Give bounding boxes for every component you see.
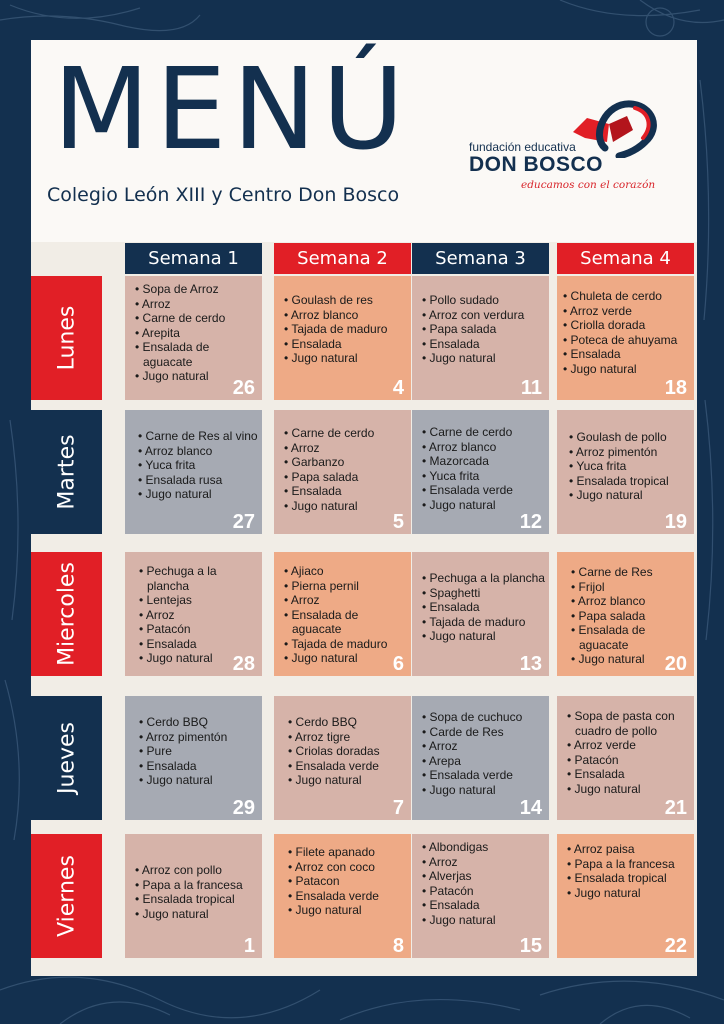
- dish-item: • Alverjas: [422, 869, 545, 884]
- dish-item: • Ensalada verde: [288, 759, 407, 774]
- dish-item: • Jugo natural: [138, 487, 258, 502]
- dish-item: • Arroz: [422, 739, 545, 754]
- dish-item: • Arroz blanco: [138, 444, 258, 459]
- dish-item: • Ensalada: [139, 637, 258, 652]
- dish-item: • Jugo natural: [569, 488, 690, 503]
- dish-item: • Ensalada tropical: [135, 892, 258, 907]
- date-number: 27: [232, 511, 255, 533]
- dish-item: • Ensalada rusa: [138, 473, 258, 488]
- date-number: 26: [232, 377, 255, 399]
- dish-item: • Ensalada: [422, 898, 545, 913]
- dish-list: [138, 429, 258, 502]
- dish-list: [571, 565, 690, 667]
- dish-item: • Papa salada: [422, 322, 545, 337]
- menu-cell-miercoles-s1: [125, 552, 262, 676]
- menu-cell-viernes-s4: [557, 834, 694, 958]
- dish-item: • Jugo natural: [288, 903, 407, 918]
- menu-cell-viernes-s2: [274, 834, 411, 958]
- dish-item: • Ajiaco: [284, 564, 407, 579]
- dish-item: • Arroz: [422, 855, 545, 870]
- menu-cell-lunes-s1: [125, 276, 262, 400]
- don-bosco-logo: [469, 98, 689, 198]
- dish-item: • Arroz pimentón: [139, 730, 258, 745]
- day-label: Martes: [54, 434, 79, 510]
- date-number: 1: [243, 935, 255, 957]
- week-2-header: Semana 2: [274, 243, 411, 274]
- dish-list: [422, 710, 545, 797]
- dish-item: • Ensalada verde: [422, 768, 545, 783]
- dish-item: • Jugo natural: [288, 773, 407, 788]
- dish-list: [422, 840, 545, 927]
- dish-item: • Arroz: [284, 593, 407, 608]
- dish-item: • Mazorcada: [422, 454, 545, 469]
- dish-item: • Papa a la francesa: [567, 857, 690, 872]
- day-tab-martes: [31, 410, 102, 534]
- dish-item: • Yuca frita: [422, 469, 545, 484]
- menu-cell-martes-s3: [412, 410, 549, 534]
- dish-item: • Pechuga a la plancha: [422, 571, 545, 586]
- dish-list: [284, 564, 407, 666]
- book-heart-icon: [569, 98, 664, 158]
- dish-item: • Jugo natural: [139, 773, 258, 788]
- dish-item: • Ensalada de aguacate: [284, 608, 407, 637]
- dish-item: • Spaghetti: [422, 586, 545, 601]
- week-3-header: Semana 3: [412, 243, 549, 274]
- dish-item: • Arroz tigre: [288, 730, 407, 745]
- date-number: 8: [392, 935, 404, 957]
- dish-item: • Arroz: [284, 441, 407, 456]
- dish-item: • Arroz verde: [567, 738, 690, 753]
- menu-cell-martes-s1: [125, 410, 262, 534]
- dish-item: • Jugo natural: [567, 886, 690, 901]
- dish-item: • Jugo natural: [139, 651, 258, 666]
- dish-item: • Carne de cerdo: [135, 311, 258, 326]
- dish-list: [139, 564, 258, 666]
- dish-item: • Arroz verde: [563, 304, 690, 319]
- dish-item: • Papa salada: [284, 470, 407, 485]
- dish-item: • Papa a la francesa: [135, 878, 258, 893]
- dish-item: • Sopa de Arroz: [135, 282, 258, 297]
- dish-item: • Chuleta de cerdo: [563, 289, 690, 304]
- dish-item: • Arroz blanco: [571, 594, 690, 609]
- date-number: 7: [392, 797, 404, 819]
- dish-item: • Jugo natural: [135, 907, 258, 922]
- dish-item: • Garbanzo: [284, 455, 407, 470]
- dish-item: • Ensalada: [422, 337, 545, 352]
- date-number: 5: [392, 511, 404, 533]
- menu-cell-viernes-s3: [412, 834, 549, 958]
- dish-item: • Pure: [139, 744, 258, 759]
- day-label: Jueves: [54, 722, 79, 794]
- week-1-header: Semana 1: [125, 243, 262, 274]
- date-number: 11: [520, 377, 542, 399]
- day-tab-jueves: [31, 696, 102, 820]
- dish-item: • Arroz paisa: [567, 842, 690, 857]
- page-title: MENÚ: [53, 45, 411, 175]
- dish-item: • Jugo natural: [422, 629, 545, 644]
- menu-cell-miercoles-s2: [274, 552, 411, 676]
- menu-cell-viernes-s1: [125, 834, 262, 958]
- dish-list: [422, 293, 545, 366]
- date-number: 29: [232, 797, 255, 819]
- dish-item: • Arroz: [139, 608, 258, 623]
- dish-item: • Arroz con pollo: [135, 863, 258, 878]
- dish-item: • Jugo natural: [571, 652, 690, 667]
- dish-list: [135, 863, 258, 921]
- date-number: 14: [519, 797, 542, 819]
- menu-sheet: [31, 40, 697, 976]
- dish-item: • Jugo natural: [422, 351, 545, 366]
- dish-item: • Frijol: [571, 580, 690, 595]
- dish-item: • Jugo natural: [567, 782, 690, 797]
- menu-cell-lunes-s4: [557, 276, 694, 400]
- day-tab-lunes: [31, 276, 102, 400]
- dish-item: • Ensalada: [284, 484, 407, 499]
- dish-list: [567, 709, 690, 796]
- dish-item: • Carde de Res: [422, 725, 545, 740]
- dish-item: • Arroz con verdura: [422, 308, 545, 323]
- dish-item: • Arroz pimentón: [569, 445, 690, 460]
- day-label: Viernes: [54, 855, 79, 937]
- dish-list: [288, 715, 407, 788]
- date-number: 18: [664, 377, 687, 399]
- dish-item: • Pierna pernil: [284, 579, 407, 594]
- date-number: 6: [392, 653, 404, 675]
- date-number: 20: [664, 653, 687, 675]
- date-number: 13: [519, 653, 542, 675]
- dish-item: • Ensalada: [567, 767, 690, 782]
- dish-item: • Criolas doradas: [288, 744, 407, 759]
- dish-item: • Ensalada: [422, 600, 545, 615]
- date-number: 19: [664, 511, 687, 533]
- dish-item: • Arroz con coco: [288, 860, 407, 875]
- dish-item: • Ensalada tropical: [567, 871, 690, 886]
- dish-item: • Patacón: [567, 753, 690, 768]
- dish-item: • Jugo natural: [284, 351, 407, 366]
- day-label: Lunes: [54, 305, 79, 371]
- header: [31, 40, 697, 242]
- day-tab-viernes: [31, 834, 102, 958]
- dish-item: • Carne de cerdo: [284, 426, 407, 441]
- date-number: 12: [519, 511, 542, 533]
- dish-item: • Goulash de res: [284, 293, 407, 308]
- menu-cell-martes-s2: [274, 410, 411, 534]
- dish-list: [422, 571, 545, 644]
- dish-item: • Pollo sudado: [422, 293, 545, 308]
- dish-item: • Arroz: [135, 297, 258, 312]
- dish-item: • Sopa de cuchuco: [422, 710, 545, 725]
- dish-item: • Cerdo BBQ: [139, 715, 258, 730]
- dish-item: • Yuca frita: [138, 458, 258, 473]
- dish-item: • Sopa de pasta con cuadro de pollo: [567, 709, 690, 738]
- date-number: 4: [392, 377, 404, 399]
- dish-list: [284, 426, 407, 513]
- dish-list: [288, 845, 407, 918]
- dish-item: • Yuca frita: [569, 459, 690, 474]
- dish-item: • Poteca de ahuyama: [563, 333, 690, 348]
- dish-item: • Ensalada de aguacate: [135, 340, 258, 369]
- dish-item: • Filete apanado: [288, 845, 407, 860]
- menu-cell-jueves-s3: [412, 696, 549, 820]
- dish-item: • Tajada de maduro: [284, 322, 407, 337]
- dish-list: [284, 293, 407, 366]
- date-number: 28: [232, 653, 255, 675]
- dish-item: • Carne de Res al vino: [138, 429, 258, 444]
- menu-cell-miercoles-s3: [412, 552, 549, 676]
- date-number: 21: [664, 797, 687, 819]
- dish-item: • Jugo natural: [422, 783, 545, 798]
- dish-list: [135, 282, 258, 384]
- day-label: Miercoles: [54, 562, 79, 666]
- menu-cell-lunes-s2: [274, 276, 411, 400]
- menu-cell-jueves-s4: [557, 696, 694, 820]
- dish-item: • Jugo natural: [135, 369, 258, 384]
- dish-item: • Cerdo BBQ: [288, 715, 407, 730]
- dish-item: • Jugo natural: [422, 913, 545, 928]
- dish-item: • Patacon: [288, 874, 407, 889]
- dish-item: • Jugo natural: [563, 362, 690, 377]
- day-tab-miercoles: [31, 552, 102, 676]
- week-4-header: Semana 4: [557, 243, 694, 274]
- dish-item: • Lentejas: [139, 593, 258, 608]
- dish-item: • Arepa: [422, 754, 545, 769]
- logo-name: DON BOSCO: [469, 153, 604, 176]
- dish-item: • Ensalada: [563, 347, 690, 362]
- menu-cell-lunes-s3: [412, 276, 549, 400]
- dish-item: • Arroz blanco: [284, 308, 407, 323]
- dish-item: • Carne de Res: [571, 565, 690, 580]
- menu-cell-miercoles-s4: [557, 552, 694, 676]
- menu-cell-jueves-s1: [125, 696, 262, 820]
- dish-item: • Ensalada: [139, 759, 258, 774]
- dish-list: [563, 289, 690, 376]
- date-number: 15: [519, 935, 542, 957]
- logo-tagline: educamos con el corazón: [521, 179, 656, 191]
- dish-list: [139, 715, 258, 788]
- dish-item: • Tajada de maduro: [422, 615, 545, 630]
- dish-item: • Albondigas: [422, 840, 545, 855]
- dish-item: • Goulash de pollo: [569, 430, 690, 445]
- dish-item: • Ensalada: [284, 337, 407, 352]
- date-number: 22: [664, 935, 687, 957]
- dish-item: • Criolla dorada: [563, 318, 690, 333]
- dish-item: • Pechuga a la plancha: [139, 564, 258, 593]
- dish-item: • Jugo natural: [284, 651, 407, 666]
- dish-item: • Arepita: [135, 326, 258, 341]
- dish-item: • Ensalada verde: [288, 889, 407, 904]
- dish-list: [422, 425, 545, 512]
- dish-item: • Tajada de maduro: [284, 637, 407, 652]
- dish-item: • Ensalada de aguacate: [571, 623, 690, 652]
- dish-item: • Jugo natural: [422, 498, 545, 513]
- dish-item: • Ensalada tropical: [569, 474, 690, 489]
- logo-foundation-text: fundación educativa: [469, 140, 576, 154]
- dish-item: • Arroz blanco: [422, 440, 545, 455]
- dish-item: • Papa salada: [571, 609, 690, 624]
- dish-list: [567, 842, 690, 900]
- dish-item: • Patacón: [422, 884, 545, 899]
- menu-cell-jueves-s2: [274, 696, 411, 820]
- dish-item: • Carne de cerdo: [422, 425, 545, 440]
- dish-item: • Patacón: [139, 622, 258, 637]
- dish-item: • Jugo natural: [284, 499, 407, 514]
- dish-item: • Ensalada verde: [422, 483, 545, 498]
- dish-list: [569, 430, 690, 503]
- school-subtitle: Colegio León XIII y Centro Don Bosco: [47, 184, 400, 206]
- menu-cell-martes-s4: [557, 410, 694, 534]
